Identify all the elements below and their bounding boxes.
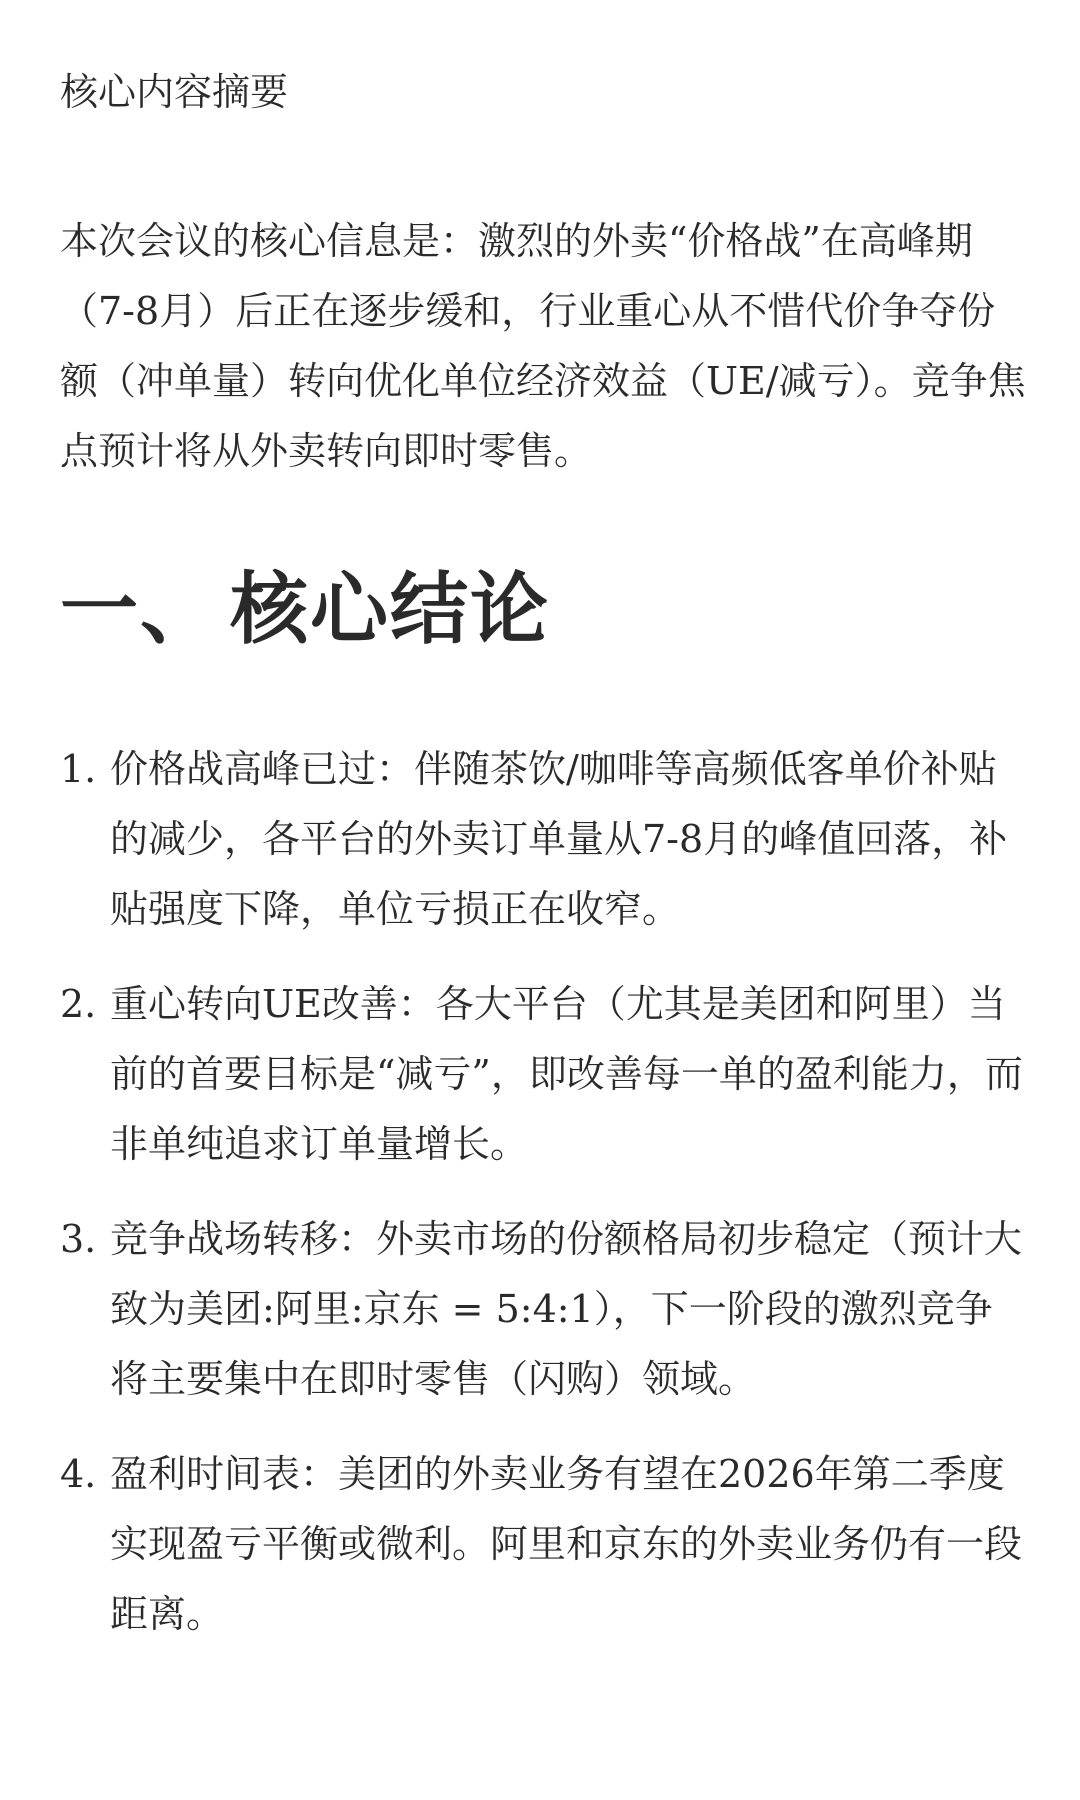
list-item-text: 重心转向UE改善：各大平台（尤其是美团和阿里）当前的首要目标是“减亏”，即改善每一单的盈利能力，而非单纯追求订单量增长。 — [110, 982, 1023, 1166]
list-item-number: 3. — [60, 1217, 97, 1261]
list-item — [60, 1204, 1030, 1414]
conclusion-list — [60, 734, 1030, 1674]
summary-intro: 本次会议的核心信息是：激烈的外卖“价格战”在高峰期（7-8月）后正在逐步缓和，行业重心从不惜代价争夺份额（冲单量）转向优化单位经济效益（UE/减亏）。竞争焦点预计将从外卖转向即时零售。 — [60, 219, 1026, 473]
summary-title: 核心内容摘要 — [60, 70, 289, 114]
list-item-number: 1. — [60, 747, 97, 791]
section-heading — [60, 560, 550, 660]
list-item-text: 价格战高峰已过：伴随茶饮/咖啡等高频低客单价补贴的减少，各平台的外卖订单量从7-8月的峰值回落，补贴强度下降，单位亏损正在收窄。 — [110, 747, 1008, 931]
list-item-number: 2. — [60, 982, 97, 1026]
list-item-number: 4. — [60, 1452, 97, 1496]
section-number: 一、 — [60, 564, 221, 655]
list-item — [60, 1439, 1030, 1649]
list-item-text: 盈利时间表：美团的外卖业务有望在2026年第二季度实现盈亏平衡或微利。阿里和京东的外卖业务仍有一段距离。 — [110, 1452, 1023, 1636]
section-title: 核心结论 — [230, 564, 551, 655]
list-item — [60, 969, 1030, 1179]
list-item — [60, 734, 1030, 944]
list-item-text: 竞争战场转移：外卖市场的份额格局初步稳定（预计大致为美团:阿里:京东 = 5:4:1），下一阶段的激烈竞争将主要集中在即时零售（闪购）领域。 — [110, 1217, 1023, 1401]
